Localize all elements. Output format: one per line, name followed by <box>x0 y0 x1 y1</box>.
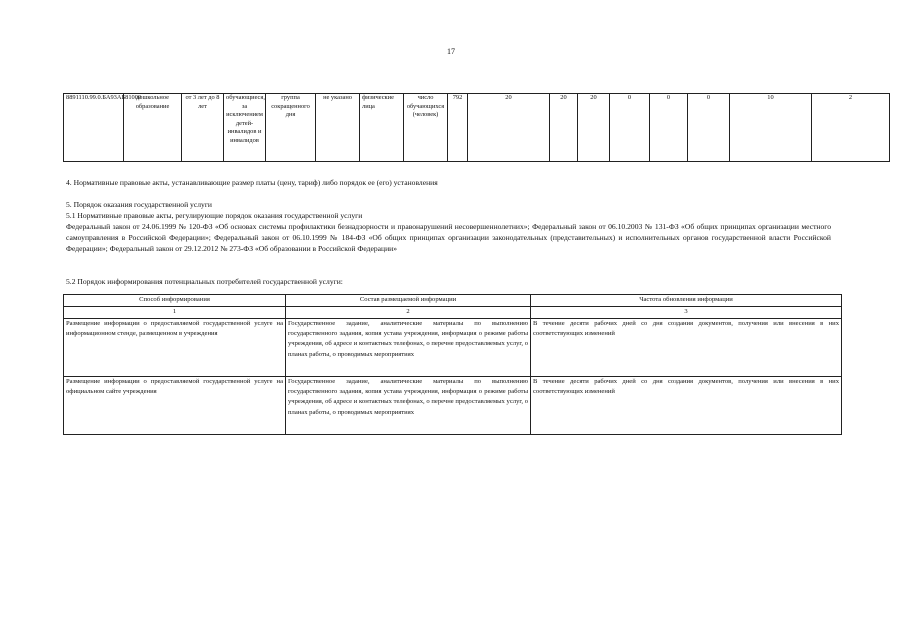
info-content-cell: Государственное задание, аналитические материалы по выполнению государственного задания, копия устава учреждения, информация о режиме работы учреждения, об адресе и контактных телефонах, о перечне предоставляемых услуг, о планах работы, о проводимых мероприятиях <box>286 377 531 435</box>
cell-okei-code: 792 <box>448 94 468 162</box>
table-header-row <box>64 295 842 307</box>
info-content-cell: Государственное задание, аналитические материалы по выполнению государственного задания, копия устава учреждения, информация о режиме работы учреждения, об адресе и контактных телефонах, о перечне предоставляемых услуг, о планах работы, о проводимых мероприятиях <box>286 319 531 377</box>
info-method-cell: Размещение информации о предоставляемой государственной услуге на информационном стенде, размещенном в учреждения <box>64 319 286 377</box>
cell-category: обучающиеся, за исключением детей-инвалидов и инвалидов <box>224 94 266 162</box>
cell-stay-mode: группа сокращенного дня <box>266 94 316 162</box>
information-table <box>63 294 842 435</box>
table-row <box>64 319 842 377</box>
section-5-2-heading: 5.2 Порядок информирования потенциальных потребителей государственной услуги: <box>66 277 343 286</box>
cell-value: 0 <box>688 94 730 162</box>
info-frequency-cell: В течение десяти рабочих дней со дня создания документов, получения или внесения в них соответствующих изменений <box>531 377 842 435</box>
page-number: 17 <box>447 47 455 56</box>
column-number: 1 <box>64 307 286 319</box>
indicators-table <box>63 93 890 162</box>
table-row <box>64 94 890 162</box>
table-row <box>64 377 842 435</box>
cell-value: 0 <box>650 94 688 162</box>
cell-indicator: число обучающихся (человек) <box>404 94 448 162</box>
cell-value: 20 <box>578 94 610 162</box>
cell-consumers: физические лица <box>360 94 404 162</box>
column-header: Состав размещаемой информации <box>286 295 531 307</box>
cell-value: 0 <box>610 94 650 162</box>
column-number: 3 <box>531 307 842 319</box>
cell-form: не указано <box>316 94 360 162</box>
info-frequency-cell: В течение десяти рабочих дней со дня создания документов, получения или внесения в них соответствующих изменений <box>531 319 842 377</box>
cell-value: 20 <box>550 94 578 162</box>
cell-age: от 3 лет до 8 лет <box>182 94 224 162</box>
column-header: Способ информирования <box>64 295 286 307</box>
cell-value: 20 <box>468 94 550 162</box>
column-number: 2 <box>286 307 531 319</box>
section-4-heading: 4. Нормативные правовые акты, устанавливающие размер платы (цену, тариф) либо порядок ее (его) установления <box>66 178 438 187</box>
section-5-heading: 5. Порядок оказания государственной услуги <box>66 200 212 209</box>
section-5-1-heading: 5.1 Нормативные правовые акты, регулирующие порядок оказания государственной услуги <box>66 211 363 220</box>
cell-value: 2 <box>812 94 890 162</box>
cell-service-content: дошкольное образование <box>124 94 182 162</box>
table-number-row <box>64 307 842 319</box>
column-header: Частота обновления информации <box>531 295 842 307</box>
info-method-cell: Размещение информации о предоставляемой государственной услуге на официальном сайте учреждения <box>64 377 286 435</box>
laws-paragraph: Федеральный закон от 24.06.1999 № 120-ФЗ «Об основах системы профилактики безнадзорности и правонарушений несовершеннолетних»; Федеральный закон от 06.10.2003 № 131-ФЗ «Об общих принципах организации местного самоуправления в Российской Федерации»; Федеральный закон от 06.10.1999 № 184-ФЗ «Об общих принципах организации законодательных (представительных) и исполнительных органов государственной власти Российской Федерации»; Федеральный закон от 29.12.2012 № 273-ФЗ «Об образовании в Российской Федерации» <box>66 222 831 253</box>
cell-registry-code: 8891110.99.0.БА93АБ81000 <box>64 94 124 162</box>
cell-value: 10 <box>730 94 812 162</box>
